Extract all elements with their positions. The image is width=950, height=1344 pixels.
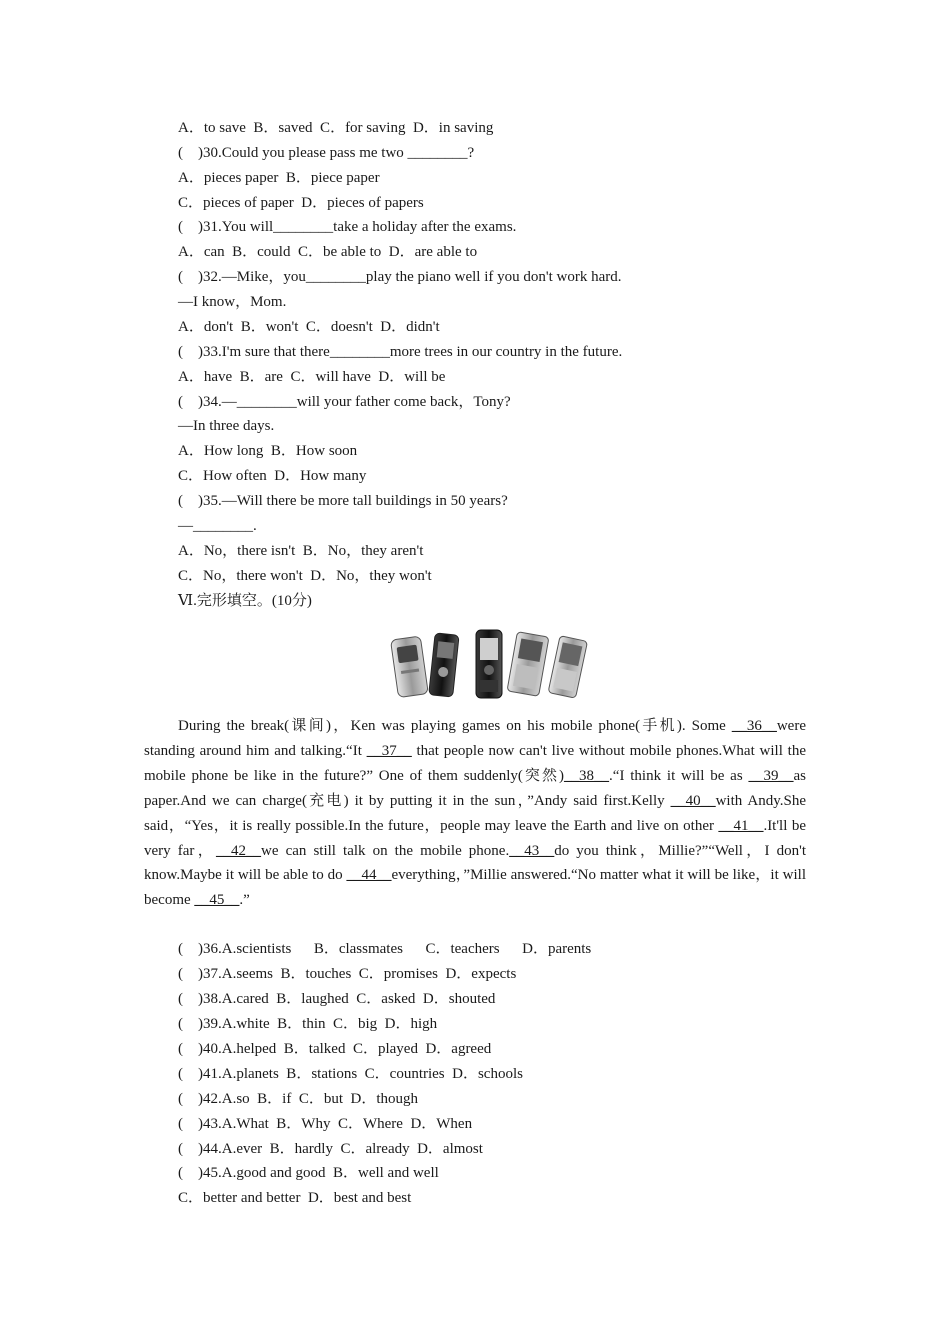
section-heading: Ⅵ.完形填空。(10分) bbox=[178, 593, 312, 609]
question-line: ( )44.A.ever B．hardly C．already D．almost bbox=[178, 1141, 483, 1157]
passage-text: everything，”Millie answered.“No matter what it will be like，it will become bbox=[144, 867, 806, 909]
blank-39: __39__ bbox=[748, 767, 794, 784]
option-line: C．pieces of paper D．pieces of papers bbox=[178, 195, 424, 211]
blank-40: __40__ bbox=[670, 792, 716, 809]
passage-text: .It'll be very far， bbox=[144, 817, 806, 859]
blank-38: __38__ bbox=[564, 767, 610, 784]
option-line: A．No，there isn't B．No，they aren't bbox=[178, 543, 424, 559]
question-line: ( )45.A.good and good B．well and well bbox=[178, 1165, 439, 1181]
question-line: ( )37.A.seems B．touches C．promises D．expects bbox=[178, 966, 517, 982]
blank-45: __45__ bbox=[194, 892, 240, 909]
passage-text: .” bbox=[239, 892, 250, 909]
blank-36: __36__ bbox=[731, 718, 777, 734]
option-line: A．don't B．won't C．doesn't D．didn't bbox=[178, 319, 440, 335]
blank-41: __41__ bbox=[718, 817, 764, 834]
cloze-passage bbox=[144, 714, 806, 913]
question-line: ( )35.—Will there be more tall buildings in 50 years? bbox=[178, 493, 508, 509]
passage-text: were standing around him and talking.“It bbox=[144, 718, 806, 759]
question-line: ( )43.A.What B．Why C．Where D．When bbox=[178, 1116, 473, 1132]
passage-text: .“I think it will be as bbox=[609, 767, 749, 784]
passage-text: that people now can't live without mobile phones.What will the mobile phone be like in the future?” One of them suddenly(突然) bbox=[144, 742, 806, 784]
passage-text: we can still talk on the mobile phone. bbox=[261, 842, 510, 859]
question-line: ( )39.A.white B．thin C．big D．high bbox=[178, 1016, 438, 1032]
blank-42: __42__ bbox=[216, 842, 262, 859]
option-line: C．No，there won't D．No，they won't bbox=[178, 568, 432, 584]
option-line: A．have B．are C．will have D．will be bbox=[178, 369, 446, 385]
question-line: ( )40.A.helped B．talked C．played D．agreed bbox=[178, 1041, 492, 1057]
option-line: C．better and better D．best and best bbox=[178, 1190, 412, 1206]
question-line: ( )41.A.planets B．stations C．countries D．schools bbox=[178, 1066, 523, 1082]
blank-44: __44__ bbox=[346, 867, 392, 884]
question-line: —I know，Mom. bbox=[178, 294, 287, 310]
option-line: C．How often D．How many bbox=[178, 468, 367, 484]
passage-text: as paper.And we can charge(充电) it by putting it in the sun，”Andy said first.Kelly bbox=[144, 767, 806, 809]
question-line: ( )34.—________will your father come back，Tony? bbox=[178, 394, 511, 410]
question-line: ( )38.A.cared B．laughed C．asked D．shouted bbox=[178, 991, 496, 1007]
question-line: ( )42.A.so B．if C．but D．though bbox=[178, 1091, 419, 1107]
mobile-phones-illustration bbox=[388, 628, 590, 700]
question-line: ( )33.I'm sure that there________more trees in our country in the future. bbox=[178, 344, 623, 360]
option-line: A．How long B．How soon bbox=[178, 443, 358, 459]
question-line: ( )36.A.scientists B．classmates C．teachers D．parents bbox=[178, 941, 592, 957]
passage-text: do you think，Millie?”“Well，I don't know.Maybe it will be able to do bbox=[144, 842, 806, 884]
option-line: A．pieces paper B．piece paper bbox=[178, 170, 380, 186]
option-line: A．can B．could C．be able to D．are able to bbox=[178, 244, 478, 260]
question-line: —________. bbox=[178, 518, 257, 534]
passage-text: with Andy.She said，“Yes，it is really possible.In the future，people may leave the Earth and live on other bbox=[144, 792, 807, 834]
question-line: ( )32.—Mike，you________play the piano well if you don't work hard. bbox=[178, 269, 622, 285]
question-line: —In three days. bbox=[178, 418, 275, 434]
question-line: ( )30.Could you please pass me two ________? bbox=[178, 145, 475, 161]
blank-37: __37__ bbox=[366, 742, 412, 759]
blank-43: __43__ bbox=[509, 842, 555, 859]
option-line: A．to save B．saved C．for saving D．in saving bbox=[178, 120, 494, 136]
question-line: ( )31.You will________take a holiday after the exams. bbox=[178, 219, 517, 235]
passage-text: During the break(课间)，Ken was playing games on his mobile phone(手机). Some bbox=[178, 718, 732, 734]
